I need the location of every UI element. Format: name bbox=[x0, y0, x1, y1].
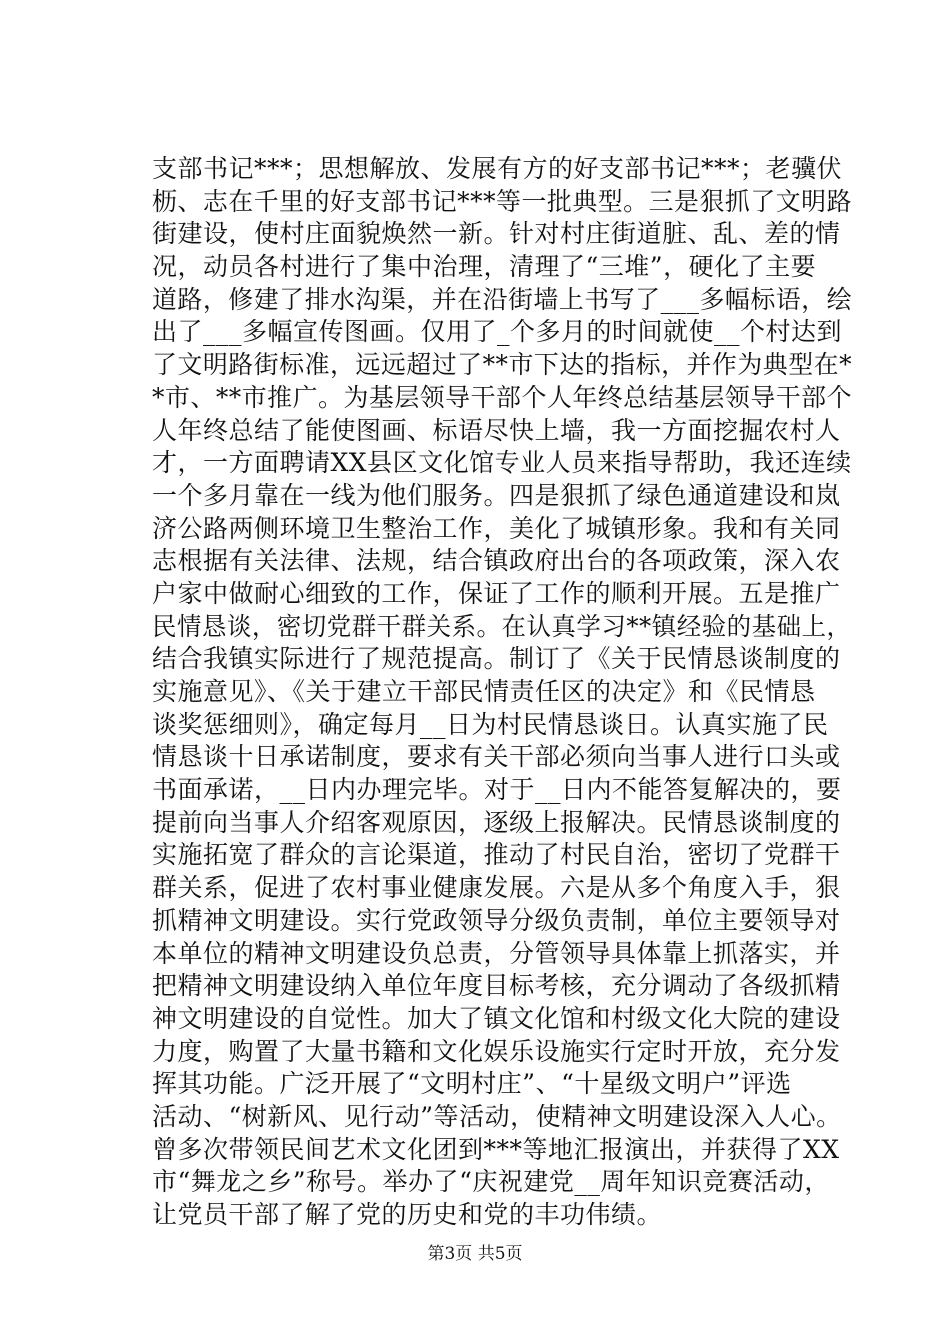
text-line: *市、**市推广。为基层领导干部个人年终总结基层领导干部个 bbox=[152, 382, 853, 412]
text-line: 一个多月靠在一线为他们服务。四是狠抓了绿色通道建设和岚 bbox=[152, 480, 841, 510]
text-line: 情恳谈十日承诺制度，要求有关干部必须向当事人进行口头或 bbox=[152, 742, 841, 772]
text-line: 谈奖惩细则》，确定每月__日为村民情恳谈日。认真实施了民 bbox=[152, 709, 829, 739]
text-line: 结合我镇实际进行了规范提高。制订了《关于民情恳谈制度的 bbox=[152, 644, 841, 674]
text-line: 活动、“树新风、见行动”等活动，使精神文明建设深入人心。 bbox=[152, 1101, 842, 1131]
text-line: 出了___多幅宣传图画。仅用了_个多月的时间就使__个村达到 bbox=[152, 317, 843, 347]
text-line: 济公路两侧环境卫生整治工作，美化了城镇形象。我和有关同 bbox=[152, 513, 841, 543]
text-line: 道路，修建了排水沟渠，并在沿街墙上书写了___多幅标语，绘 bbox=[152, 284, 853, 314]
text-line: 提前向当事人介绍客观原因，逐级上报解决。民情恳谈制度的 bbox=[152, 807, 841, 837]
text-line: 街建设，使村庄面貌焕然一新。针对村庄街道脏、乱、差的情 bbox=[152, 219, 841, 249]
text-line: 支部书记***；思想解放、发展有方的好支部书记***；老骥伏 bbox=[152, 154, 843, 183]
page-footer: 第3页 共5页 bbox=[427, 1244, 523, 1264]
text-line: 书面承诺，__日内办理完毕。对于__日内不能答复解决的，要 bbox=[152, 775, 842, 805]
text-line: 本单位的精神文明建设负总责，分管领导具体靠上抓落实，并 bbox=[152, 938, 841, 968]
text-line: 曾多次带领民间艺术文化团到***等地汇报演出，并获得了XX bbox=[152, 1134, 840, 1164]
text-line: 群关系，促进了农村事业健康发展。六是从多个角度入手，狠 bbox=[152, 873, 841, 903]
text-line: 神文明建设的自觉性。加大了镇文化馆和村级文化大院的建设 bbox=[152, 1003, 841, 1033]
text-line: 挥其功能。广泛开展了“文明村庄”、“十星级文明户”评选 bbox=[152, 1069, 792, 1099]
text-line: 户家中做耐心细致的工作，保证了工作的顺利开展。五是推广 bbox=[152, 578, 841, 608]
text-line: 实施意见》、《关于建立干部民情责任区的决定》和《民情恳 bbox=[152, 677, 816, 706]
text-line: 民情恳谈，密切党群干群关系。在认真学习**镇经验的基础上， bbox=[152, 611, 852, 641]
text-line: 了文明路街标准，远远超过了**市下达的指标，并作为典型在* bbox=[152, 350, 853, 380]
text-line: 市“舞龙之乡”称号。举办了“庆祝建党__周年知识竞赛活动， bbox=[152, 1167, 830, 1197]
text-line: 志根据有关法律、法规，结合镇政府出台的各项政策，深入农 bbox=[152, 546, 841, 576]
text-line: 让党员干部了解了党的历史和党的丰功伟绩。 bbox=[152, 1200, 663, 1229]
text-line: 实施拓宽了群众的言论渠道，推动了村民自治，密切了党群干 bbox=[152, 840, 841, 870]
text-line: 况，动员各村进行了集中治理，清理了“三堆”，硬化了主要 bbox=[152, 252, 817, 282]
body-text bbox=[152, 153, 852, 1232]
text-line: 枥、志在千里的好支部书记***等一批典型。三是狠抓了文明路 bbox=[152, 186, 853, 216]
text-line: 把精神文明建设纳入单位年度目标考核，充分调动了各级抓精 bbox=[152, 971, 841, 1001]
text-line: 力度，购置了大量书籍和文化娱乐设施实行定时开放，充分发 bbox=[152, 1036, 841, 1066]
text-line: 抓精神文明建设。实行党政领导分级负责制，单位主要领导对 bbox=[152, 905, 841, 935]
text-line: 人年终总结了能使图画、标语尽快上墙，我一方面挖掘农村人 bbox=[152, 415, 841, 445]
text-line: 才，一方面聘请XX县区文化馆专业人员来指导帮助，我还连续 bbox=[152, 448, 852, 478]
